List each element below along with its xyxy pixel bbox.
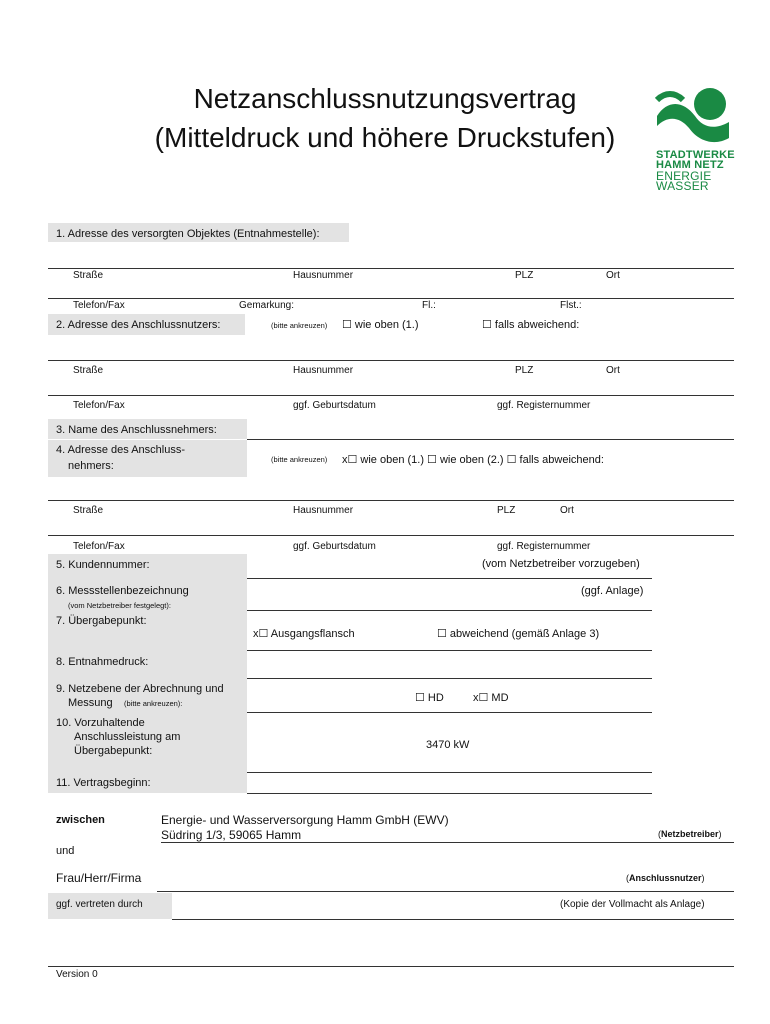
footer-divider [48, 966, 734, 967]
section7-label: 7. Übergabepunkt: [56, 615, 147, 627]
zwischen-label: zwischen [56, 814, 105, 826]
checkbox-md[interactable]: x☐ MD [473, 692, 509, 704]
field-registernummer[interactable]: ggf. Registernummer [497, 541, 591, 552]
section4-checkbox-options[interactable]: x☐ wie oben (1.) ☐ wie oben (2.) ☐ falls abweichend: [342, 454, 604, 466]
vertreten-label: ggf. vertreten durch [56, 899, 143, 910]
und-label: und [56, 845, 75, 857]
checkbox-wie-oben-1[interactable]: ☐ wie oben (1.) [342, 319, 419, 331]
field-telefon[interactable]: Telefon/Fax [73, 400, 125, 411]
section4-hint: (bitte ankreuzen) [271, 455, 328, 464]
section4-label-line2: nehmers: [68, 460, 114, 472]
section10-label-line3: Übergabepunkt: [74, 745, 153, 757]
field-registernummer[interactable]: ggf. Registernummer [497, 400, 591, 411]
divider [247, 712, 652, 713]
divider [48, 298, 734, 299]
netzbetreiber-name: Energie- und Wasserversorgung Hamm GmbH (EWV) [161, 813, 449, 827]
section9-hint: (bitte ankreuzen): [124, 699, 183, 708]
netzbetreiber-role: (Netzbetreiber) [658, 829, 722, 839]
section9-label-line2: Messung [68, 697, 113, 709]
field-ort[interactable]: Ort [606, 270, 620, 281]
anschlussnutzer-prefix: Frau/Herr/Firma [56, 871, 142, 885]
field-geburtsdatum[interactable]: ggf. Geburtsdatum [293, 400, 376, 411]
field-telefon[interactable]: Telefon/Fax [73, 541, 125, 552]
version-label: Version 0 [56, 969, 98, 980]
logo-line-3: ENERGIE [656, 169, 712, 183]
divider [48, 360, 734, 361]
checkbox-abweichend[interactable]: ☐ abweichend (gemäß Anlage 3) [437, 628, 600, 640]
section6-label: 6. Messstellenbezeichnung [56, 585, 189, 597]
field-hausnummer[interactable]: Hausnummer [293, 365, 354, 376]
field-ort[interactable]: Ort [560, 505, 574, 516]
section5-note: (vom Netzbetreiber vorzugeben) [482, 558, 640, 570]
field-hausnummer[interactable]: Hausnummer [293, 270, 354, 281]
field-hausnummer[interactable]: Hausnummer [293, 505, 354, 516]
anschlussleistung-value[interactable]: 3470 kW [426, 739, 470, 751]
section5-label: 5. Kundennummer: [56, 559, 150, 571]
section2-hint: (bitte ankreuzen) [271, 321, 328, 330]
field-name-anschlussnehmer[interactable] [247, 439, 734, 440]
title-line-2: (Mitteldruck und höhere Druckstufen) [154, 122, 616, 153]
section10-label-line2: Anschlussleistung am [74, 731, 181, 743]
netzbetreiber-address: Südring 1/3, 59065 Hamm [161, 828, 302, 842]
section8-label: 8. Entnahmedruck: [56, 656, 149, 668]
field-flurstueck[interactable]: Flst.: [560, 300, 582, 311]
checkbox-ausgangsflansch[interactable]: x☐ Ausgangsflansch [253, 628, 355, 640]
checkbox-hd[interactable]: ☐ HD [415, 692, 444, 704]
field-strasse[interactable]: Straße [73, 365, 104, 376]
field-geburtsdatum[interactable]: ggf. Geburtsdatum [293, 541, 376, 552]
field-telefon[interactable]: Telefon/Fax [73, 300, 125, 311]
divider [161, 842, 734, 843]
divider [48, 500, 734, 501]
logo-line-2: HAMM NETZ [656, 159, 724, 171]
section11-label: 11. Vertragsbeginn: [56, 777, 151, 789]
section9-label-line1: 9. Netzebene der Abrechnung und [56, 683, 224, 695]
field-plz[interactable]: PLZ [515, 365, 534, 376]
checkbox-falls-abweichend[interactable]: ☐ falls abweichend: [482, 319, 580, 331]
section2-label: 2. Adresse des Anschlussnutzers: [56, 319, 221, 331]
divider [247, 650, 652, 651]
field-anschlussnutzer-name[interactable] [157, 891, 734, 892]
divider [48, 535, 734, 536]
vertreten-note: (Kopie der Vollmacht als Anlage) [560, 899, 705, 910]
section1-label: 1. Adresse des versorgten Objektes (Entnahmestelle): [56, 228, 320, 240]
field-gemarkung[interactable]: Gemarkung: [239, 300, 295, 311]
anschlussnutzer-role: (Anschlussnutzer) [626, 873, 705, 883]
logo-line-1: STADTWERKE [656, 149, 735, 161]
field-vertragsbeginn[interactable] [247, 793, 652, 794]
divider [48, 395, 734, 396]
logo-line-4: WASSER [656, 179, 709, 193]
field-entnahmedruck[interactable] [247, 678, 652, 679]
field-ort[interactable]: Ort [606, 365, 620, 376]
field-strasse[interactable]: Straße [73, 505, 104, 516]
divider [48, 268, 734, 269]
section3-label: 3. Name des Anschlussnehmers: [56, 424, 217, 436]
field-plz[interactable]: PLZ [497, 505, 516, 516]
field-plz[interactable]: PLZ [515, 270, 534, 281]
section6-note: (ggf. Anlage) [581, 585, 644, 597]
section6-sub: (vom Netzbetreiber festgelegt): [68, 601, 171, 610]
field-kundennummer[interactable] [247, 578, 652, 579]
section4-label-line1: 4. Adresse des Anschluss- [56, 444, 186, 456]
field-strasse[interactable]: Straße [73, 270, 104, 281]
field-flur[interactable]: Fl.: [422, 300, 436, 311]
divider [247, 772, 652, 773]
field-vertreten-durch[interactable] [172, 919, 734, 920]
title-line-1: Netzanschlussnutzungsvertrag [193, 83, 577, 114]
field-messstelle[interactable] [247, 610, 652, 611]
section10-label-line1: 10. Vorzuhaltende [56, 717, 145, 729]
logo-mark-icon [655, 86, 731, 150]
